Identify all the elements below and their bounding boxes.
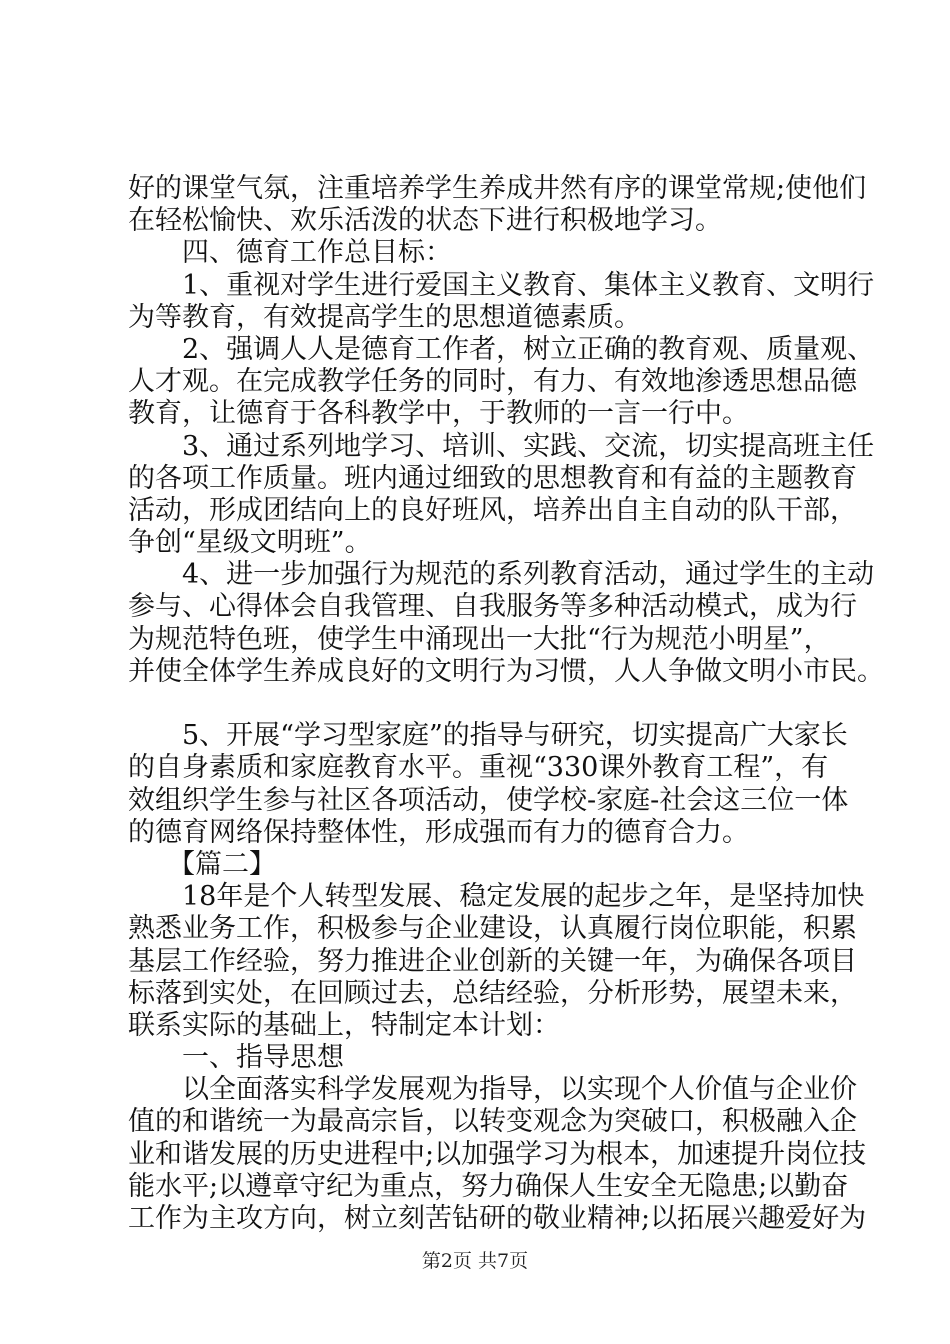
text-line: 1、重视对学生进行爱国主义教育、集体主义教育、文明行 [182,269,875,301]
text-line: 一、指导思想 [182,1042,344,1074]
text-line: 为等教育，有效提高学生的思想道德素质。 [128,301,641,333]
text-line: 活动，形成团结向上的良好班风，培养出自主自动的队干部， [128,494,857,526]
text-line: 3、通过系列地学习、培训、实践、交流，切实提高班主任 [182,430,875,462]
text-line: 标落到实处，在回顾过去，总结经验，分析形势，展望未来， [128,977,857,1009]
text-line: 的德育网络保持整体性，形成强而有力的德育合力。 [128,816,749,848]
text-line: 18年是个人转型发展、稳定发展的起步之年，是坚持加快 [182,881,865,913]
text-line: 5、开展“学习型家庭”的指导与研究，切实提高广大家长 [182,720,848,752]
text-line: 以全面落实科学发展观为指导，以实现个人价值与企业价 [182,1074,857,1106]
blank-line [128,688,828,720]
text-line: 教育，让德育于各科教学中，于教师的一言一行中。 [128,398,749,430]
text-line: 并使全体学生养成良好的文明行为习惯，人人争做文明小市民。 [128,655,884,687]
text-line: 人才观。在完成教学任务的同时，有力、有效地渗透思想品德 [128,366,857,398]
text-line: 基层工作经验，努力推进企业创新的关键一年，为确保各项目 [128,945,857,977]
text-line: 参与、心得体会自我管理、自我服务等多种活动模式，成为行 [128,591,857,623]
text-line: 为规范特色班，使学生中涌现出一大批“行为规范小明星”， [128,623,831,655]
text-line: 的自身素质和家庭教育水平。重视“330课外教育工程”，有 [128,752,829,784]
text-line: 好的课堂气氛，注重培养学生养成井然有序的课堂常规;使他们 [128,173,867,204]
document-body [128,173,884,1235]
text-line: 业和谐发展的历史进程中;以加强学习为根本，加速提升岗位技 [128,1138,867,1170]
text-line: 在轻松愉快、欢乐活泼的状态下进行积极地学习。 [128,205,722,237]
text-line: 【篇二】 [168,848,276,880]
text-line: 争创“星级文明班”。 [128,527,372,559]
text-line: 4、进一步加强行为规范的系列教育活动，通过学生的主动 [182,559,875,591]
text-line: 能水平;以遵章守纪为重点，努力确保人生安全无隐患;以勤奋 [128,1170,849,1202]
text-line: 2、强调人人是德育工作者，树立正确的教育观、质量观、 [182,333,875,365]
text-line: 效组织学生参与社区各项活动，使学校-家庭-社会这三位一体 [128,784,849,816]
text-line: 的各项工作质量。班内通过细致的思想教育和有益的主题教育 [128,462,857,494]
text-line: 联系实际的基础上，特制定本计划： [128,1009,560,1041]
page-number-footer: 第2页 共7页 [421,1250,529,1272]
text-line: 值的和谐统一为最高宗旨，以转变观念为突破口，积极融入企 [128,1106,857,1138]
text-line: 熟悉业务工作，积极参与企业建设，认真履行岗位职能，积累 [128,913,857,945]
text-line: 四、德育工作总目标： [182,237,452,269]
text-line: 工作为主攻方向，树立刻苦钻研的敬业精神;以拓展兴趣爱好为 [128,1203,867,1234]
